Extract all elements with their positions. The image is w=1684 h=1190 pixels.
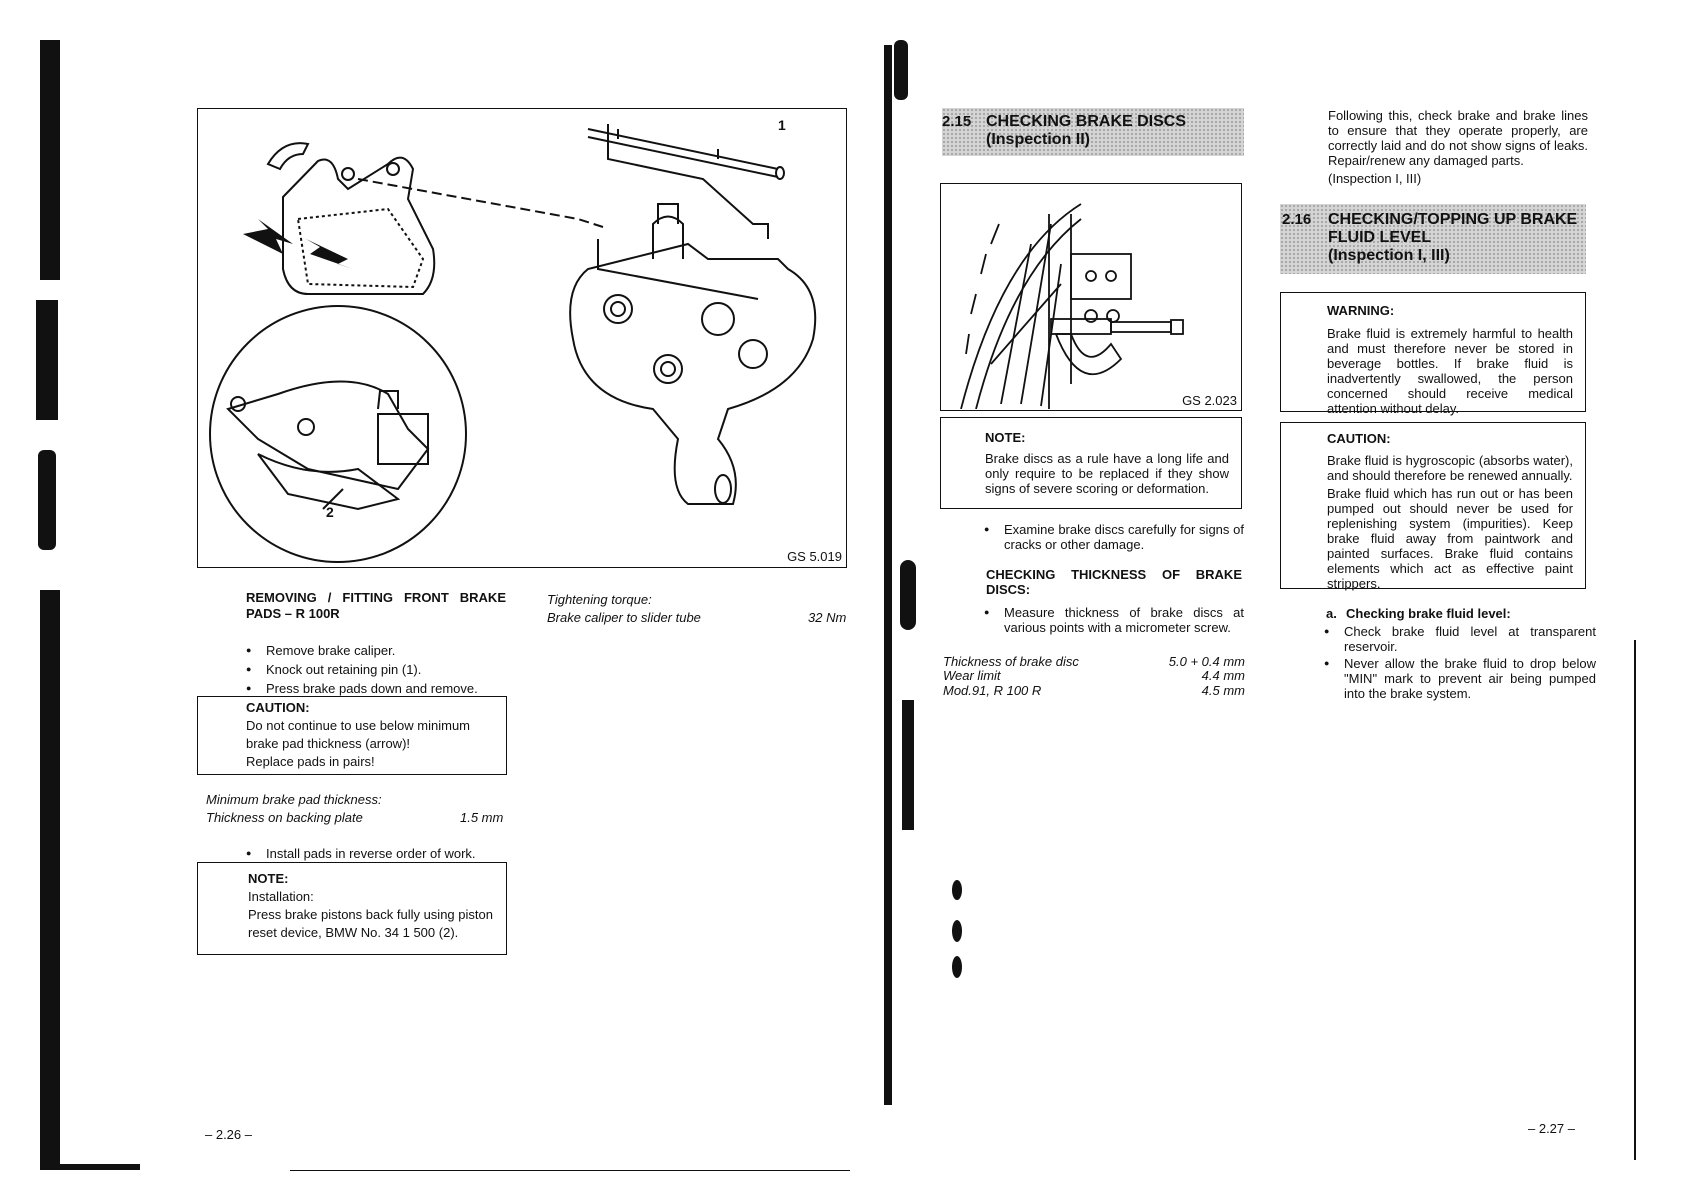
bullet-never-drop: ● Never allow the brake fluid to drop below "MIN" mark to prevent air being pumped into the brake system.	[1322, 656, 1596, 701]
scan-gutter-blob-1	[894, 40, 908, 100]
spec-item: Thickness on backing plate	[206, 810, 363, 825]
caution-label: CAUTION:	[246, 700, 310, 715]
bullet-press-pads: ● Press brake pads down and remove.	[244, 681, 478, 696]
bullet-measure-thickness: ● Measure thickness of brake discs at various points with a micrometer screw.	[982, 605, 1244, 635]
note-line-1: Installation:	[248, 889, 314, 904]
scan-right-edge	[1634, 640, 1636, 1160]
warning-box	[1280, 292, 1586, 416]
torque-label: Tightening torque:	[547, 592, 652, 607]
intro-text: Following this, check brake and brake lines to ensure that they operate properly, are correctly laid and do not show signs of leaks. Repair/renew any damaged parts.	[1328, 108, 1588, 168]
scan-gutter-blob-2	[900, 560, 916, 630]
micrometer-disc-illustration	[941, 184, 1241, 409]
page-number-left: – 2.26 –	[205, 1127, 252, 1142]
caution-right-label: CAUTION:	[1327, 431, 1391, 446]
note-right-text: Brake discs as a rule have a long life and only require to be replaced if they show signs of severe scoring or deformation.	[985, 451, 1229, 496]
caution-line-3: Replace pads in pairs!	[246, 754, 375, 769]
spec-disc-thickness-label: Thickness of brake disc	[943, 654, 1079, 669]
note-line-3: reset device, BMW No. 34 1 500 (2).	[248, 925, 459, 940]
scan-edge-left	[40, 40, 60, 280]
scan-edge-left-3	[38, 450, 56, 550]
caution-right-text-2: Brake fluid which has run out or has been pumped out should never be used for replenishing system (impurities). Keep brake fluid away from paintwork and painted surfaces. Brake fluid contains elements which act as effective paint strippers.	[1327, 486, 1573, 591]
spec-model-value: 4.5 mm	[1201, 683, 1245, 698]
spec-value: 1.5 mm	[460, 810, 504, 825]
scan-edge-left-bottom	[40, 1164, 140, 1170]
figure-caption-right: GS 2.023	[1182, 393, 1237, 408]
caution-box-left	[197, 696, 507, 775]
brake-caliper-illustration	[198, 109, 845, 566]
spec-wear-limit-value: 4.4 mm	[1201, 668, 1245, 683]
caution-box-right	[1280, 422, 1586, 589]
spec-model-label: Mod.91, R 100 R	[943, 683, 1042, 698]
subsection-a-title: Checking brake fluid level:	[1346, 606, 1511, 621]
section-216-title-3: (Inspection I, III)	[1328, 247, 1450, 264]
bullet-remove-caliper: ● Remove brake caliper.	[244, 643, 395, 658]
section-216-title-1: CHECKING/TOPPING UP BRAKE	[1328, 211, 1578, 228]
note-box-left	[197, 862, 507, 955]
bullet-knock-out-pin: ● Knock out retaining pin (1).	[244, 662, 421, 677]
figure-caption: GS 5.019	[787, 549, 842, 564]
section-215-title-1: CHECKING BRAKE DISCS	[986, 113, 1187, 130]
torque-item: Brake caliper to slider tube	[547, 610, 701, 625]
note-label: NOTE:	[248, 871, 289, 886]
spec-wear-limit-label: Wear limit	[943, 668, 1001, 683]
scan-gutter-blob-6	[952, 956, 962, 978]
torque-value: 32 Nm	[808, 610, 847, 625]
warning-label: WARNING:	[1327, 303, 1395, 318]
spec-label: Minimum brake pad thickness:	[206, 792, 382, 807]
subheading-thickness: CHECKING THICKNESS OF BRAKE DISCS:	[986, 567, 1242, 597]
section-heading	[246, 590, 506, 622]
callout-1: 1	[778, 117, 786, 133]
spec-disc-thickness-value: 5.0 + 0.4 mm	[1168, 654, 1245, 669]
scan-gutter-blob-3	[902, 700, 914, 830]
page-number-right: – 2.27 –	[1528, 1121, 1575, 1136]
section-215-number: 2.15	[942, 113, 972, 130]
note-box-right	[940, 417, 1242, 509]
section-216-number: 2.16	[1282, 211, 1312, 228]
scan-gutter-blob-4	[952, 880, 962, 900]
subsection-a-letter: a.	[1326, 606, 1337, 621]
scan-edge-left-2	[36, 300, 58, 420]
caution-line-2: brake pad thickness (arrow)!	[246, 736, 411, 751]
scan-gutter-center	[884, 45, 892, 1105]
note-line-2: Press brake pistons back fully using piston	[248, 907, 493, 922]
figure-brake-disc	[940, 183, 1242, 411]
warning-text: Brake fluid is extremely harmful to health and must therefore never be stored in beverage bottles. If brake fluid is inadvertently swallowed, the person concerned should receive medical attention without delay.	[1327, 326, 1573, 416]
section-215-title-2: (Inspection II)	[986, 131, 1090, 148]
scan-bottom-line	[290, 1170, 850, 1171]
bullet-check-fluid: ● Check brake fluid level at transparent reservoir.	[1322, 624, 1596, 654]
callout-2: 2	[326, 504, 334, 520]
caution-right-text-1: Brake fluid is hygroscopic (absorbs water), and should therefore be renewed annually.	[1327, 453, 1573, 483]
intro-reference: (Inspection I, III)	[1328, 171, 1422, 186]
scan-edge-left-4	[40, 590, 60, 1170]
section-heading-text: REMOVING / FITTING FRONT BRAKE PADS – R 100R	[246, 590, 506, 621]
caution-line-1: Do not continue to use below minimum	[246, 718, 471, 733]
scan-gutter-blob-5	[952, 920, 962, 942]
note-right-label: NOTE:	[985, 430, 1026, 445]
figure-brake-pads	[197, 108, 847, 568]
section-216-title-2: FLUID LEVEL	[1328, 229, 1432, 246]
bullet-install-pads: ● Install pads in reverse order of work.	[244, 846, 476, 861]
bullet-examine-discs: ● Examine brake discs carefully for signs of cracks or other damage.	[982, 522, 1244, 552]
